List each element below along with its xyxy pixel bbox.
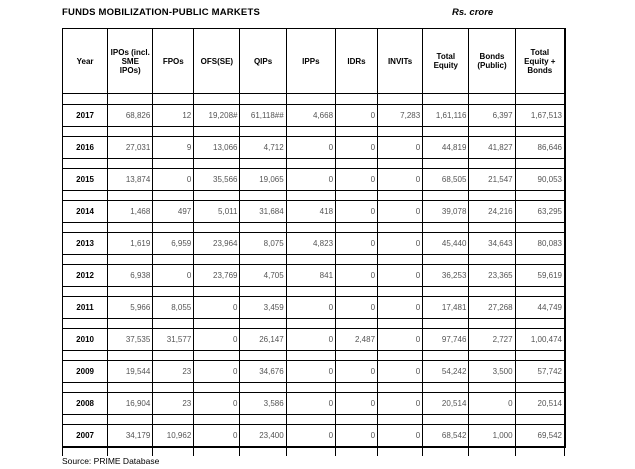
gap-cell: [378, 319, 423, 329]
year-cell: 2012: [63, 265, 108, 287]
value-cell: 0: [336, 201, 378, 223]
value-cell: 41,827: [469, 137, 515, 159]
value-cell: 497: [153, 201, 194, 223]
gap-cell: [336, 191, 378, 201]
gap-cell: [63, 223, 108, 233]
value-cell: 1,67,513: [515, 105, 564, 127]
gap-cell: [153, 383, 194, 393]
value-cell: 34,179: [108, 425, 153, 447]
value-cell: 0: [336, 105, 378, 127]
gap-cell: [240, 159, 286, 169]
value-cell: 0: [378, 361, 423, 383]
column-header: OFS(SE): [194, 29, 240, 94]
value-cell: 0: [286, 361, 335, 383]
value-cell: 0: [378, 137, 423, 159]
gap-cell: [336, 319, 378, 329]
value-cell: 0: [336, 297, 378, 319]
gap-cell: [63, 319, 108, 329]
value-cell: 12: [153, 105, 194, 127]
gap-cell: [108, 159, 153, 169]
value-cell: 418: [286, 201, 335, 223]
gap-cell: [515, 191, 564, 201]
gap-cell: [153, 415, 194, 425]
gap-cell: [194, 415, 240, 425]
gap-cell: [153, 255, 194, 265]
value-cell: 0: [286, 393, 335, 415]
gap-cell: [469, 415, 515, 425]
gap-cell: [469, 223, 515, 233]
spacer-cell: [286, 94, 335, 105]
gap-cell: [63, 351, 108, 361]
gap-cell: [108, 223, 153, 233]
value-cell: 21,547: [469, 169, 515, 191]
value-cell: 0: [153, 169, 194, 191]
value-cell: 4,712: [240, 137, 286, 159]
value-cell: 8,055: [153, 297, 194, 319]
gap-cell: [515, 255, 564, 265]
gap-cell: [108, 127, 153, 137]
gap-cell: [378, 159, 423, 169]
value-cell: 20,514: [515, 393, 564, 415]
value-cell: 0: [194, 425, 240, 447]
gap-cell: [194, 223, 240, 233]
table-row: [63, 201, 565, 223]
gap-cell: [240, 191, 286, 201]
gap-cell: [469, 191, 515, 201]
gap-cell: [378, 351, 423, 361]
value-cell: 0: [378, 329, 423, 351]
spacer-cell: [63, 94, 108, 105]
gap-cell: [469, 159, 515, 169]
gap-cell: [423, 415, 469, 425]
gap-cell: [515, 415, 564, 425]
table-row: [63, 265, 565, 287]
source-note: Source: PRIME Database: [62, 456, 160, 466]
gap-cell: [378, 127, 423, 137]
value-cell: 57,742: [515, 361, 564, 383]
value-cell: 97,746: [423, 329, 469, 351]
gap-cell: [240, 223, 286, 233]
gap-cell: [423, 191, 469, 201]
gap-cell: [108, 383, 153, 393]
value-cell: 34,676: [240, 361, 286, 383]
gap-cell: [108, 191, 153, 201]
gap-cell: [153, 191, 194, 201]
value-cell: 23,769: [194, 265, 240, 287]
value-cell: 0: [336, 169, 378, 191]
value-cell: 31,577: [153, 329, 194, 351]
value-cell: 0: [378, 297, 423, 319]
gap-cell: [153, 159, 194, 169]
value-cell: 0: [286, 169, 335, 191]
spacer-cell: [515, 94, 564, 105]
gap-cell: [378, 447, 423, 457]
value-cell: 80,083: [515, 233, 564, 255]
gap-cell: [336, 287, 378, 297]
value-cell: 23,964: [194, 233, 240, 255]
gap-cell: [63, 383, 108, 393]
value-cell: 5,966: [108, 297, 153, 319]
gap-cell: [469, 447, 515, 457]
gap-cell: [336, 159, 378, 169]
column-header: FPOs: [153, 29, 194, 94]
spacer-cell: [153, 94, 194, 105]
gap-cell: [153, 223, 194, 233]
gap-cell: [63, 287, 108, 297]
value-cell: 37,535: [108, 329, 153, 351]
gap-cell: [153, 351, 194, 361]
gap-cell: [286, 255, 335, 265]
value-cell: 3,500: [469, 361, 515, 383]
spacer-cell: [378, 94, 423, 105]
table-row: [63, 297, 565, 319]
gap-cell: [286, 223, 335, 233]
gap-cell: [108, 351, 153, 361]
value-cell: 0: [194, 393, 240, 415]
column-header: IPOs (incl. SME IPOs): [108, 29, 153, 94]
value-cell: 26,147: [240, 329, 286, 351]
value-cell: 68,542: [423, 425, 469, 447]
value-cell: 45,440: [423, 233, 469, 255]
gap-cell: [194, 255, 240, 265]
value-cell: 90,053: [515, 169, 564, 191]
gap-cell: [423, 447, 469, 457]
gap-cell: [286, 351, 335, 361]
spacer-cell: [108, 94, 153, 105]
year-cell: 2015: [63, 169, 108, 191]
gap-cell: [469, 255, 515, 265]
gap-cell: [423, 287, 469, 297]
value-cell: 19,065: [240, 169, 286, 191]
table-row: [63, 105, 565, 127]
year-cell: 2007: [63, 425, 108, 447]
gap-cell: [108, 287, 153, 297]
gap-cell: [515, 287, 564, 297]
table-row: [63, 233, 565, 255]
value-cell: 23: [153, 393, 194, 415]
value-cell: 3,459: [240, 297, 286, 319]
gap-cell: [240, 319, 286, 329]
gap-cell: [240, 447, 286, 457]
gap-cell: [515, 127, 564, 137]
table-row: [63, 137, 565, 159]
gap-cell: [286, 127, 335, 137]
gap-cell: [423, 159, 469, 169]
gap-cell: [469, 351, 515, 361]
value-cell: 1,468: [108, 201, 153, 223]
value-cell: 0: [336, 265, 378, 287]
gap-cell: [378, 287, 423, 297]
value-cell: 19,544: [108, 361, 153, 383]
value-cell: 0: [378, 265, 423, 287]
value-cell: 59,619: [515, 265, 564, 287]
value-cell: 44,749: [515, 297, 564, 319]
gap-cell: [336, 223, 378, 233]
value-cell: 6,397: [469, 105, 515, 127]
column-header: Year: [63, 29, 108, 94]
value-cell: 13,066: [194, 137, 240, 159]
value-cell: 0: [378, 393, 423, 415]
gap-cell: [515, 383, 564, 393]
value-cell: 20,514: [423, 393, 469, 415]
gap-cell: [286, 287, 335, 297]
value-cell: 34,643: [469, 233, 515, 255]
value-cell: 61,118##: [240, 105, 286, 127]
unit-label: Rs. crore: [452, 7, 494, 18]
year-cell: 2014: [63, 201, 108, 223]
gap-cell: [240, 351, 286, 361]
column-header: IDRs: [336, 29, 378, 94]
gap-cell: [108, 255, 153, 265]
gap-cell: [336, 383, 378, 393]
gap-cell: [108, 447, 153, 457]
gap-cell: [378, 255, 423, 265]
value-cell: 36,253: [423, 265, 469, 287]
value-cell: 0: [194, 361, 240, 383]
table-title: FUNDS MOBILIZATION-PUBLIC MARKETS: [62, 7, 260, 18]
gap-cell: [153, 127, 194, 137]
value-cell: 0: [336, 137, 378, 159]
column-header: Total Equity + Bonds: [515, 29, 564, 94]
header-row: [63, 29, 565, 94]
gap-cell: [469, 287, 515, 297]
gap-cell: [515, 223, 564, 233]
gap-cell: [240, 255, 286, 265]
gap-cell: [194, 351, 240, 361]
gap-cell: [286, 415, 335, 425]
value-cell: 0: [336, 361, 378, 383]
gap-cell: [63, 191, 108, 201]
gap-cell: [515, 447, 564, 457]
value-cell: 10,962: [153, 425, 194, 447]
value-cell: 86,646: [515, 137, 564, 159]
value-cell: 0: [194, 297, 240, 319]
gap-cell: [194, 127, 240, 137]
gap-cell: [63, 447, 108, 457]
column-header: IPPs: [286, 29, 335, 94]
gap-cell: [423, 351, 469, 361]
gap-cell: [194, 383, 240, 393]
value-cell: 9: [153, 137, 194, 159]
value-cell: 68,505: [423, 169, 469, 191]
value-cell: 68,826: [108, 105, 153, 127]
value-cell: 27,031: [108, 137, 153, 159]
gap-cell: [240, 415, 286, 425]
table-body: [63, 94, 565, 457]
gap-cell: [469, 383, 515, 393]
value-cell: 4,823: [286, 233, 335, 255]
spacer-cell: [469, 94, 515, 105]
gap-cell: [336, 351, 378, 361]
gap-cell: [286, 447, 335, 457]
year-cell: 2016: [63, 137, 108, 159]
value-cell: 35,566: [194, 169, 240, 191]
value-cell: 0: [469, 393, 515, 415]
column-header: Total Equity: [423, 29, 469, 94]
gap-cell: [194, 287, 240, 297]
value-cell: 841: [286, 265, 335, 287]
value-cell: 13,874: [108, 169, 153, 191]
table-row: [63, 393, 565, 415]
column-header: QIPs: [240, 29, 286, 94]
value-cell: 4,705: [240, 265, 286, 287]
gap-cell: [378, 383, 423, 393]
value-cell: 0: [378, 169, 423, 191]
value-cell: 1,619: [108, 233, 153, 255]
spacer-cell: [423, 94, 469, 105]
value-cell: 2,487: [336, 329, 378, 351]
value-cell: 0: [153, 265, 194, 287]
gap-cell: [515, 319, 564, 329]
gap-cell: [63, 255, 108, 265]
gap-cell: [336, 255, 378, 265]
spacer-cell: [194, 94, 240, 105]
value-cell: 3,586: [240, 393, 286, 415]
gap-cell: [153, 447, 194, 457]
value-cell: 17,481: [423, 297, 469, 319]
value-cell: 44,819: [423, 137, 469, 159]
value-cell: 1,000: [469, 425, 515, 447]
value-cell: 6,959: [153, 233, 194, 255]
value-cell: 0: [336, 425, 378, 447]
gap-cell: [194, 159, 240, 169]
spacer-cell: [240, 94, 286, 105]
gap-cell: [423, 319, 469, 329]
value-cell: 0: [286, 329, 335, 351]
value-cell: 4,668: [286, 105, 335, 127]
value-cell: 19,208#: [194, 105, 240, 127]
value-cell: 39,078: [423, 201, 469, 223]
value-cell: 27,268: [469, 297, 515, 319]
gap-cell: [194, 191, 240, 201]
gap-cell: [153, 319, 194, 329]
gap-cell: [240, 383, 286, 393]
table-row: [63, 329, 565, 351]
gap-cell: [515, 351, 564, 361]
value-cell: 0: [378, 233, 423, 255]
gap-cell: [423, 223, 469, 233]
value-cell: 69,542: [515, 425, 564, 447]
value-cell: 5,011: [194, 201, 240, 223]
year-cell: 2013: [63, 233, 108, 255]
table-row: [63, 361, 565, 383]
gap-cell: [286, 319, 335, 329]
table-row: [63, 425, 565, 447]
gap-cell: [336, 447, 378, 457]
gap-cell: [286, 191, 335, 201]
value-cell: 0: [336, 393, 378, 415]
year-cell: 2008: [63, 393, 108, 415]
gap-cell: [286, 383, 335, 393]
column-header: Bonds (Public): [469, 29, 515, 94]
table-row: [63, 169, 565, 191]
value-cell: 2,727: [469, 329, 515, 351]
funds-table: [62, 28, 565, 456]
gap-cell: [378, 191, 423, 201]
gap-cell: [423, 255, 469, 265]
value-cell: 0: [336, 233, 378, 255]
gap-cell: [194, 319, 240, 329]
value-cell: 23: [153, 361, 194, 383]
year-cell: 2009: [63, 361, 108, 383]
value-cell: 8,075: [240, 233, 286, 255]
gap-cell: [469, 127, 515, 137]
value-cell: 0: [286, 425, 335, 447]
value-cell: 0: [286, 137, 335, 159]
gap-cell: [63, 415, 108, 425]
gap-cell: [63, 127, 108, 137]
value-cell: 24,216: [469, 201, 515, 223]
value-cell: 23,365: [469, 265, 515, 287]
value-cell: 7,283: [378, 105, 423, 127]
gap-cell: [108, 415, 153, 425]
gap-cell: [336, 415, 378, 425]
gap-cell: [423, 383, 469, 393]
value-cell: 1,00,474: [515, 329, 564, 351]
value-cell: 63,295: [515, 201, 564, 223]
gap-cell: [108, 319, 153, 329]
gap-cell: [469, 319, 515, 329]
gap-cell: [194, 447, 240, 457]
value-cell: 0: [378, 425, 423, 447]
year-cell: 2017: [63, 105, 108, 127]
gap-cell: [378, 223, 423, 233]
value-cell: 16,904: [108, 393, 153, 415]
gap-cell: [63, 159, 108, 169]
value-cell: 0: [194, 329, 240, 351]
gap-cell: [153, 287, 194, 297]
column-header: INVITs: [378, 29, 423, 94]
gap-cell: [378, 415, 423, 425]
spacer-cell: [336, 94, 378, 105]
gap-cell: [515, 159, 564, 169]
year-cell: 2011: [63, 297, 108, 319]
value-cell: 1,61,116: [423, 105, 469, 127]
value-cell: 0: [286, 297, 335, 319]
value-cell: 0: [378, 201, 423, 223]
gap-cell: [240, 127, 286, 137]
gap-cell: [423, 127, 469, 137]
year-cell: 2010: [63, 329, 108, 351]
gap-cell: [286, 159, 335, 169]
value-cell: 31,684: [240, 201, 286, 223]
value-cell: 54,242: [423, 361, 469, 383]
gap-cell: [240, 287, 286, 297]
value-cell: 23,400: [240, 425, 286, 447]
value-cell: 6,938: [108, 265, 153, 287]
gap-cell: [336, 127, 378, 137]
